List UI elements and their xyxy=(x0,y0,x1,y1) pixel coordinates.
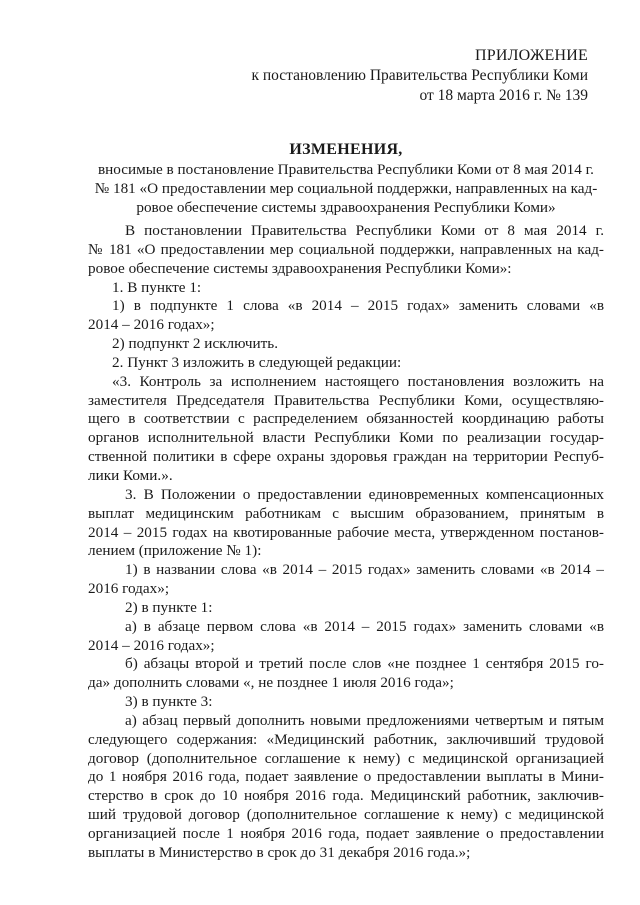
body-line: ровое обеспечение системы здравоохранения Республики Коми»: xyxy=(88,259,512,277)
document-body xyxy=(88,222,604,863)
body-line: а) абзац первый дополнить новыми предложениями четвертым и пятым xyxy=(125,711,604,729)
body-line: 1) в названии слова «в 2014 – 2015 годах» заменить словами «в 2014 – xyxy=(125,561,604,579)
body-line: лением (приложение № 1): xyxy=(88,542,262,560)
appendix-title: ПРИЛОЖЕНИЕ xyxy=(474,47,588,64)
body-line: 2. Пункт 3 изложить в следующей редакции: xyxy=(112,353,402,371)
heading-subtitle-line: ровое обеспечение системы здравоохранения Республики Коми» xyxy=(136,199,556,216)
body-line: щего в соответствии с распределением обязанностей координацию работы xyxy=(88,410,604,428)
body-line: В постановлении Правительства Республики Коми от 8 мая 2014 г. xyxy=(125,222,604,239)
body-line: следующего содержания: «Медицинский работник, заключивший трудовой xyxy=(88,730,604,748)
body-line: 1) в подпункте 1 слова «в 2014 – 2015 годах» заменить словами «в xyxy=(112,297,604,315)
body-line: ственной политики в сфере охраны здоровья граждан на территории Респуб- xyxy=(88,448,604,466)
body-line: «3. Контроль за исполнением настоящего постановления возложить на xyxy=(112,372,604,390)
appendix-date: от 18 марта 2016 г. № 139 xyxy=(419,87,588,104)
body-line: органов исполнительной власти Республики Коми по реализации государ- xyxy=(88,429,604,447)
heading-subtitle-line: вносимые в постановление Правительства Республики Коми от 8 мая 2014 г. xyxy=(98,161,594,178)
body-line: договор (дополнительное соглашение к нему) с медицинской организацией xyxy=(88,749,604,767)
body-line: да» дополнить словами «, не позднее 1 июля 2016 года»; xyxy=(88,674,454,692)
body-line: стерство в срок до 10 ноября 2016 года. Медицинский работник, заключив- xyxy=(88,787,604,805)
body-line: до 1 ноября 2016 года, подает заявление о предоставлении выплаты в Мини- xyxy=(88,768,604,786)
body-line: лики Коми.». xyxy=(88,466,173,484)
body-line: 2014 – 2016 годах»; xyxy=(88,316,215,334)
body-line: б) абзацы второй и третий после слов «не позднее 1 сентября 2015 го- xyxy=(125,655,604,673)
body-line: выплаты в Министерство в срок до 31 декабря 2016 года.»; xyxy=(88,843,471,861)
body-line: выплат медицинским работникам с высшим образованием, принятым в xyxy=(88,504,604,522)
body-line: 2014 – 2016 годах»; xyxy=(88,636,215,654)
body-line: а) в абзаце первом слова «в 2014 – 2015 годах» заменить словами «в xyxy=(125,617,604,635)
body-line: организацией после 1 ноября 2016 года, подает заявление о предоставлении xyxy=(88,825,604,842)
heading-subtitle-line: № 181 «О предоставлении мер социальной поддержки, направленных на кад- xyxy=(94,180,598,197)
body-line: 3) в пункте 3: xyxy=(125,693,213,711)
body-line: 3. В Положении о предоставлении единовременных компенсационных xyxy=(125,485,604,503)
body-line: ший трудовой договор (дополнительное соглашение к нему) с медицинской xyxy=(88,806,604,824)
body-line: заместителя Председателя Правительства Республики Коми, осуществляю- xyxy=(88,391,604,409)
body-line: 2) в пункте 1: xyxy=(125,598,213,616)
body-line: 2014 – 2015 годах на квотированные рабочие места, утвержденном постанов- xyxy=(88,523,604,541)
appendix-reference: к постановлению Правительства Республики Коми xyxy=(251,67,588,84)
body-line: 2016 годах»; xyxy=(88,580,170,598)
body-line: № 181 «О предоставлении мер социальной поддержки, направленных на кад- xyxy=(88,240,604,258)
heading-title: ИЗМЕНЕНИЯ, xyxy=(289,141,403,158)
body-line: 1. В пункте 1: xyxy=(112,278,202,296)
body-line: 2) подпункт 2 исключить. xyxy=(112,335,279,353)
appendix-header xyxy=(251,46,588,106)
document-heading xyxy=(88,140,604,217)
